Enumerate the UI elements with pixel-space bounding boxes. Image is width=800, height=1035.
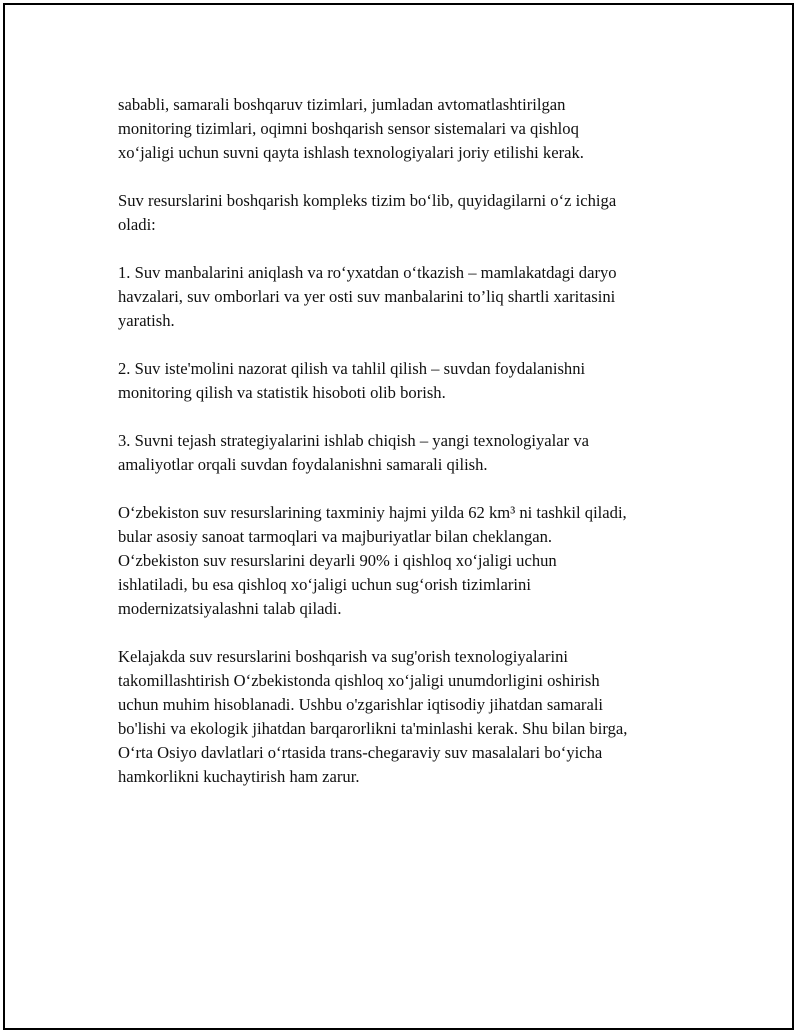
text-line: bular asosiy sanoat tarmoqlari va majburiyatlar bilan cheklangan. <box>118 527 553 546</box>
list-item-2 <box>118 357 698 405</box>
document-body <box>118 93 698 813</box>
text-line: sababli, samarali boshqaruv tizimlari, jumladan avtomatlashtirilgan <box>118 95 566 114</box>
text-line: modernizatsiyalashni talab qiladi. <box>118 599 342 618</box>
text-line: ishlatiladi, bu esa qishloq xo‘jaligi uchun sug‘orish tizimlarini <box>118 575 531 594</box>
text-line: takomillashtirish O‘zbekistonda qishloq xo‘jaligi unumdorligini oshirish <box>118 671 600 690</box>
text-line: monitoring qilish va statistik hisoboti olib borish. <box>118 383 446 402</box>
text-line: 2. Suv iste'molini nazorat qilish va tahlil qilish – suvdan foydalanishni <box>118 359 586 378</box>
paragraph-intro <box>118 93 698 165</box>
text-line: O‘rta Osiyo davlatlari o‘rtasida trans-chegaraviy suv masalalari bo‘yicha <box>118 743 603 762</box>
text-line: O‘zbekiston suv resurslarini deyarli 90% i qishloq xo‘jaligi uchun <box>118 551 557 570</box>
text-line: bo'lishi va ekologik jihatdan barqarorlikni ta'minlashi kerak. Shu bilan birga, <box>118 719 628 738</box>
paragraph-future <box>118 645 698 789</box>
list-item-1 <box>118 261 698 333</box>
text-line: Suv resurslarini boshqarish kompleks tizim bo‘lib, quyidagilarni o‘z ichiga <box>118 191 617 210</box>
text-line: hamkorlikni kuchaytirish ham zarur. <box>118 767 360 786</box>
text-line: 3. Suvni tejash strategiyalarini ishlab chiqish – yangi texnologiyalar va <box>118 431 589 450</box>
text-line: O‘zbekiston suv resurslarining taxminiy hajmi yilda 62 km³ ni tashkil qiladi, <box>118 503 627 522</box>
paragraph-water-volume <box>118 501 698 621</box>
text-line: havzalari, suv omborlari va yer osti suv manbalarini to’liq shartli xaritasini <box>118 287 616 306</box>
list-item-3 <box>118 429 698 477</box>
text-line: 1. Suv manbalarini aniqlash va ro‘yxatdan o‘tkazish – mamlakatdagi daryo <box>118 263 617 282</box>
text-line: amaliyotlar orqali suvdan foydalanishni samarali qilish. <box>118 455 488 474</box>
text-line: oladi: <box>118 215 156 234</box>
text-line: xo‘jaligi uchun suvni qayta ishlash texnologiyalari joriy etilishi kerak. <box>118 143 584 162</box>
text-line: uchun muhim hisoblanadi. Ushbu o'zgarishlar iqtisodiy jihatdan samarali <box>118 695 604 714</box>
text-line: yaratish. <box>118 311 175 330</box>
text-line: Kelajakda suv resurslarini boshqarish va sug'orish texnologiyalarini <box>118 647 569 666</box>
text-line: monitoring tizimlari, oqimni boshqarish sensor sistemalari va qishloq <box>118 119 579 138</box>
paragraph-system-overview <box>118 189 698 237</box>
